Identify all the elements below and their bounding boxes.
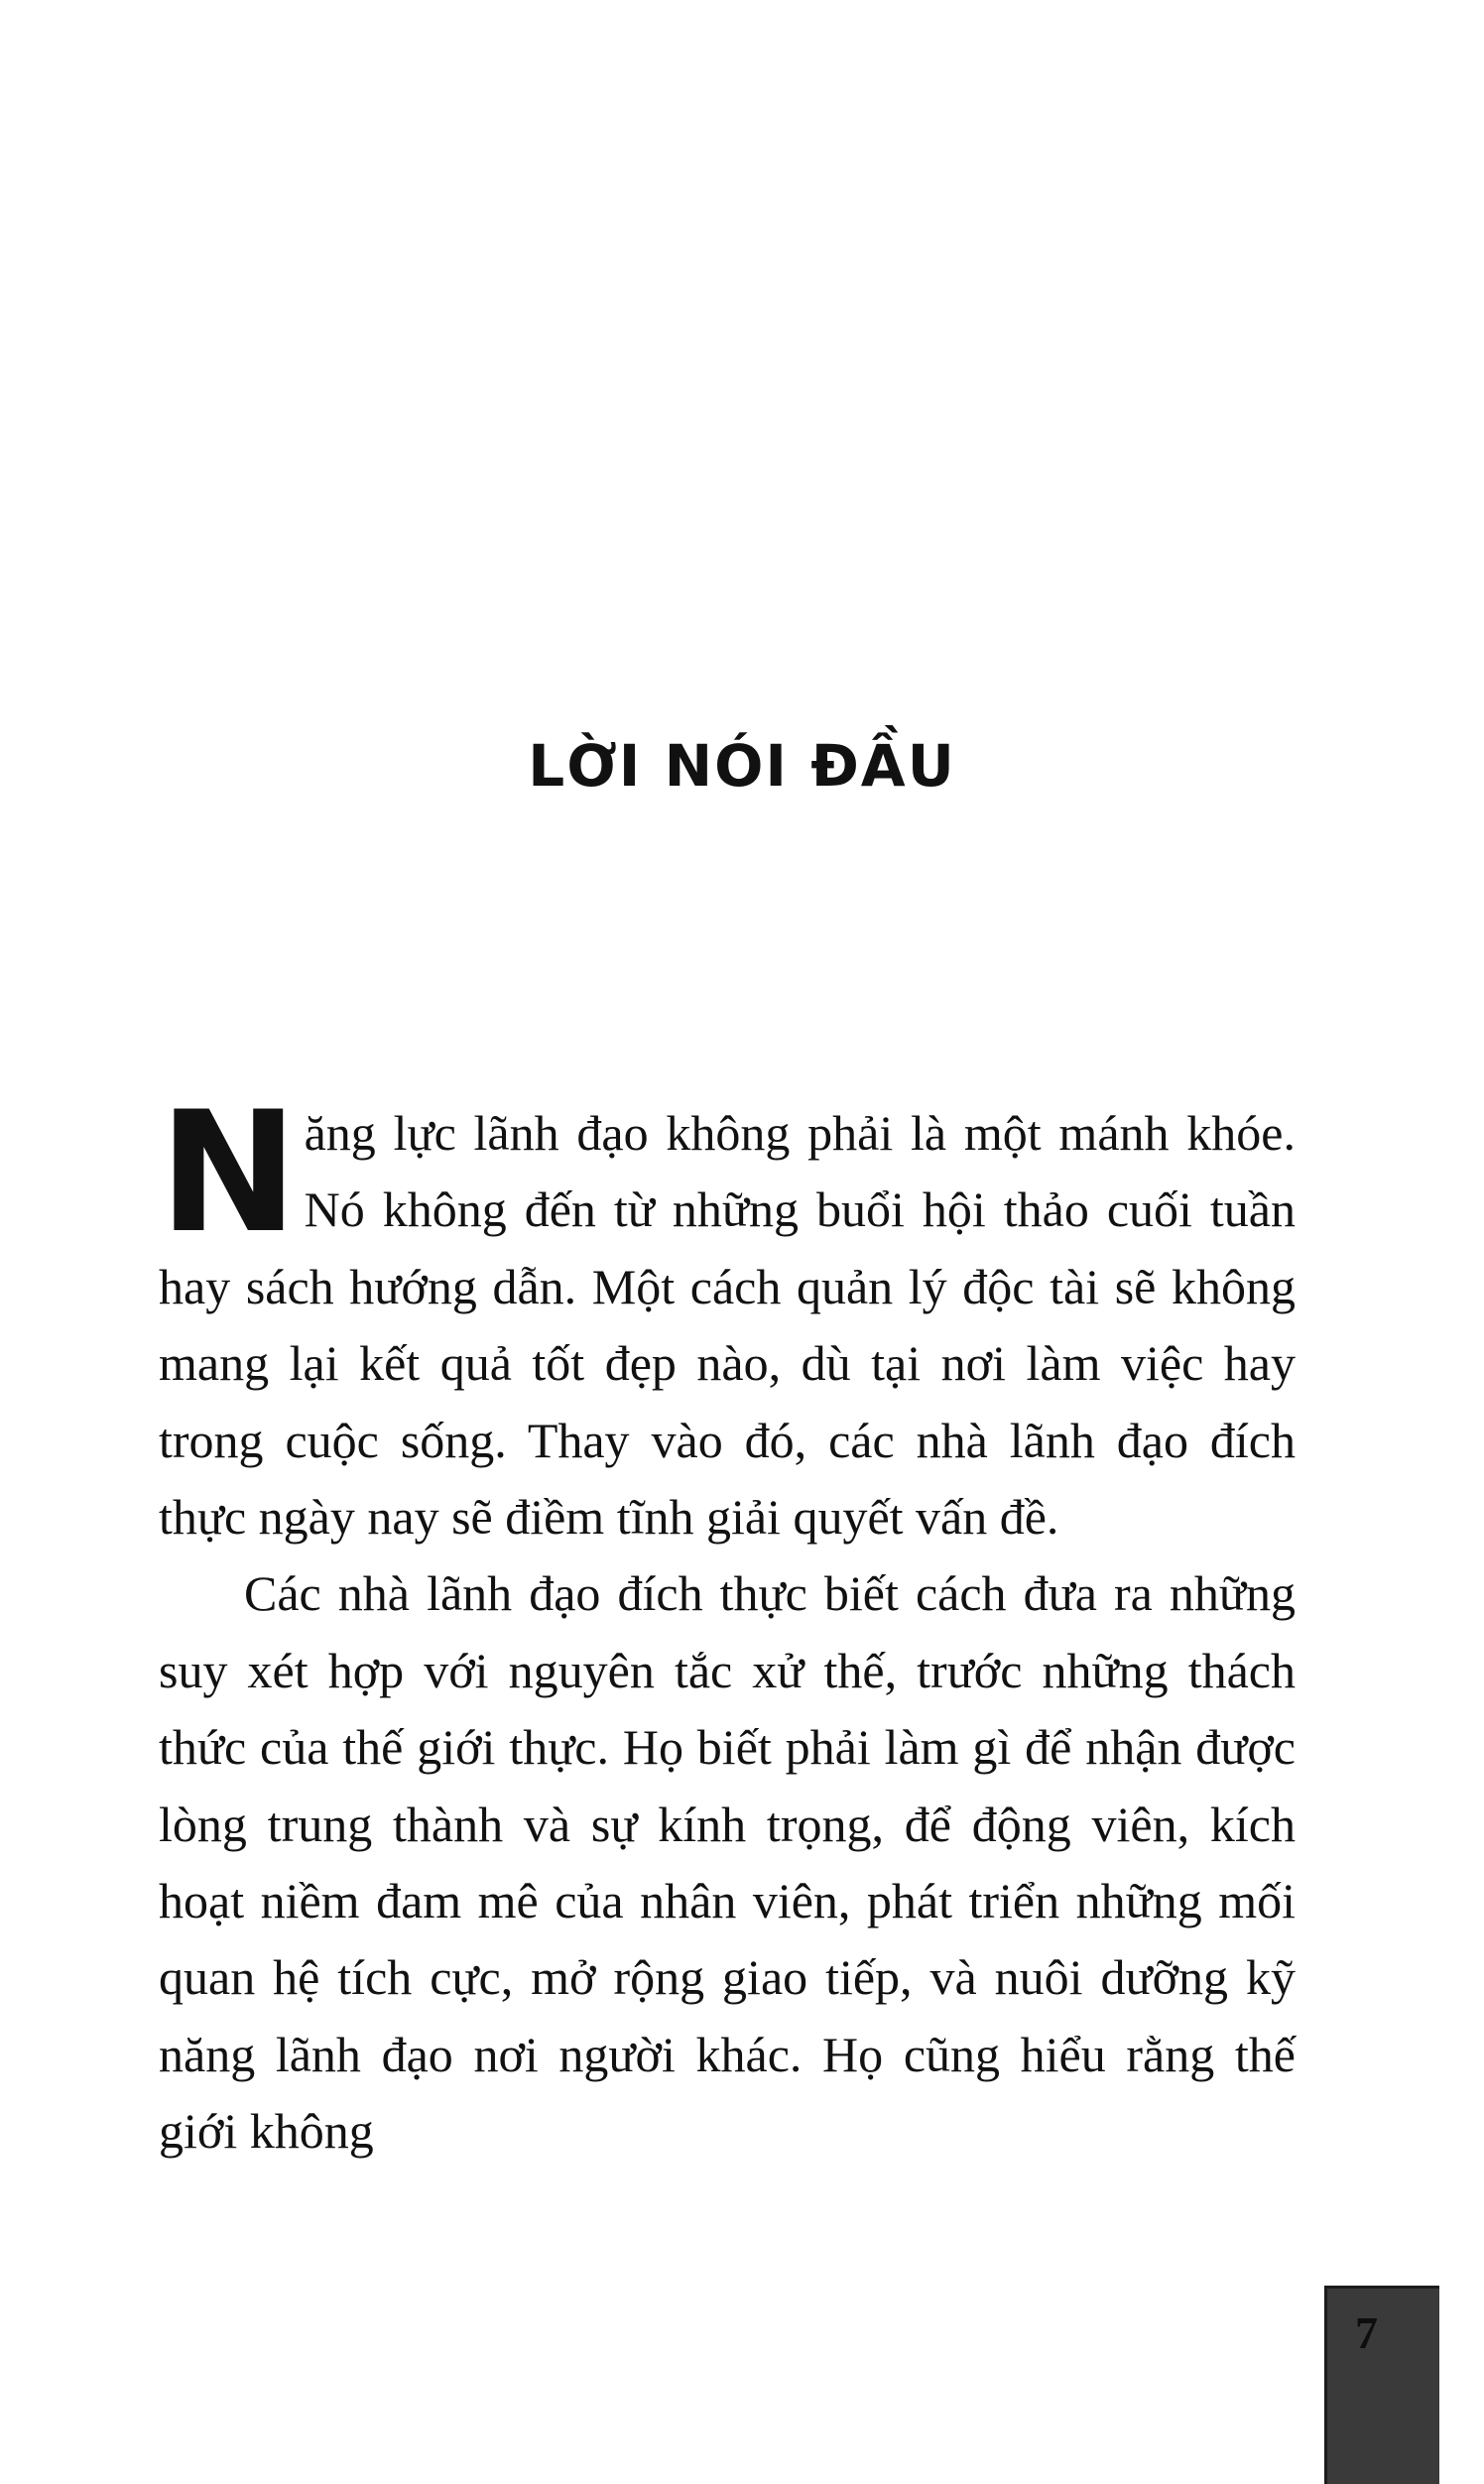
body-text [159,1075,1296,2171]
page-number-tab [1324,2286,1439,2484]
paragraph-2: Các nhà lãnh đạo đích thực biết cách đưa ra những suy xét hợp với nguyên tắc xử thế, trước những thách thức của thế giới thực. Họ biết phải làm gì để nhận được lòng trung thành và sự kính trọng, để động viên, kích hoạt niềm đam mê của nhân viên, phát triển những mối quan hệ tích cực, mở rộng giao tiếp, và nuôi dưỡng kỹ năng lãnh đạo nơi người khác. Họ cũng hiểu rằng thế giới không [159,1565,1296,2160]
paragraph-1-text: ăng lực lãnh đạo không phải là một mánh khóe. Nó không đến từ những buổi hội thảo cuối tuần hay sách hướng dẫn. Một cách quản lý độc tài sẽ không mang lại kết quả tốt đẹp nào, dù tại nơi làm việc hay trong cuộc sống. Thay vào đó, các nhà lãnh đạo đích thực ngày nay sẽ điềm tĩnh giải quyết vấn đề. [159,1105,1296,1546]
drop-cap: N [159,1075,299,1270]
paragraph-1 [159,1075,1296,1555]
page-number: 7 [1355,2307,1378,2358]
chapter-title: LỜI NÓI ĐẦU [528,732,956,800]
